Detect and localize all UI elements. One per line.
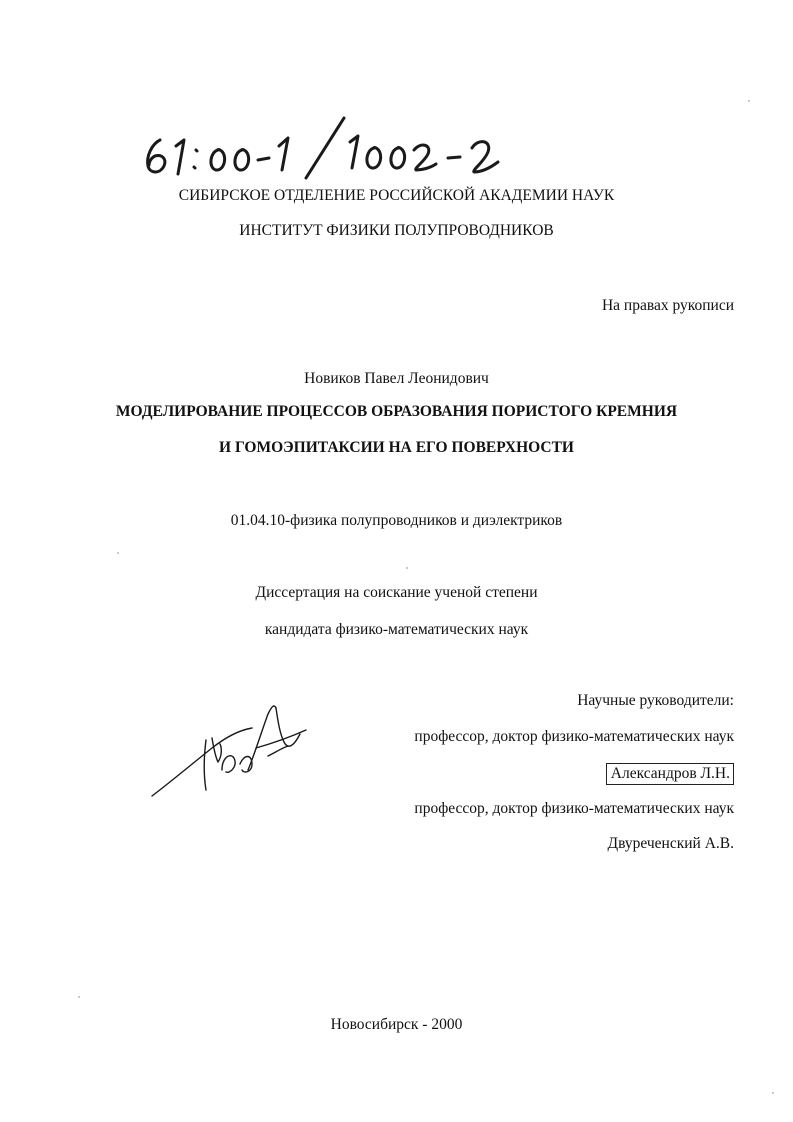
supervisor-1-name-box: Александров Л.Н. (606, 763, 734, 785)
degree-line-2: кандидата физико-математических наук (264, 621, 529, 638)
supervisor-2-name: Двуреченский А.В. (607, 835, 734, 852)
scan-speck (748, 100, 750, 102)
city-year: Новосибирск - 2000 (330, 1016, 463, 1033)
supervisors-heading: Научные руководители: (577, 692, 734, 709)
scan-speck (406, 567, 408, 569)
rights-note: На правах рукописи (601, 297, 734, 314)
supervisor-1-position: профессор, доктор физико-математических наук (414, 728, 734, 745)
supervisor-2-position: профессор, доктор физико-математических наук (414, 800, 734, 817)
scan-speck (772, 1092, 774, 1094)
specialty-code: 01.04.10-физика полупроводников и диэлектриков (230, 512, 563, 529)
degree-line-1: Диссертация на соискание ученой степени (255, 584, 538, 601)
handwritten-signature (148, 700, 318, 810)
handwritten-archive-code (138, 112, 518, 192)
scan-speck (78, 996, 80, 998)
institute-name: ИНСТИТУТ ФИЗИКИ ПОЛУПРОВОДНИКОВ (239, 222, 554, 239)
supervisor-1-name (606, 763, 734, 785)
dissertation-title-line-1: МОДЕЛИРОВАНИЕ ПРОЦЕССОВ ОБРАЗОВАНИЯ ПОРИСТОГО КРЕМНИЯ (115, 403, 678, 420)
scan-speck (117, 552, 119, 554)
organization-name: СИБИРСКОЕ ОТДЕЛЕНИЕ РОССИЙСКОЙ АКАДЕМИИ НАУК (178, 187, 615, 204)
author-name: Новиков Павел Леонидович (304, 370, 489, 387)
dissertation-title-line-2: И ГОМОЭПИТАКСИИ НА ЕГО ПОВЕРХНОСТИ (219, 439, 574, 456)
